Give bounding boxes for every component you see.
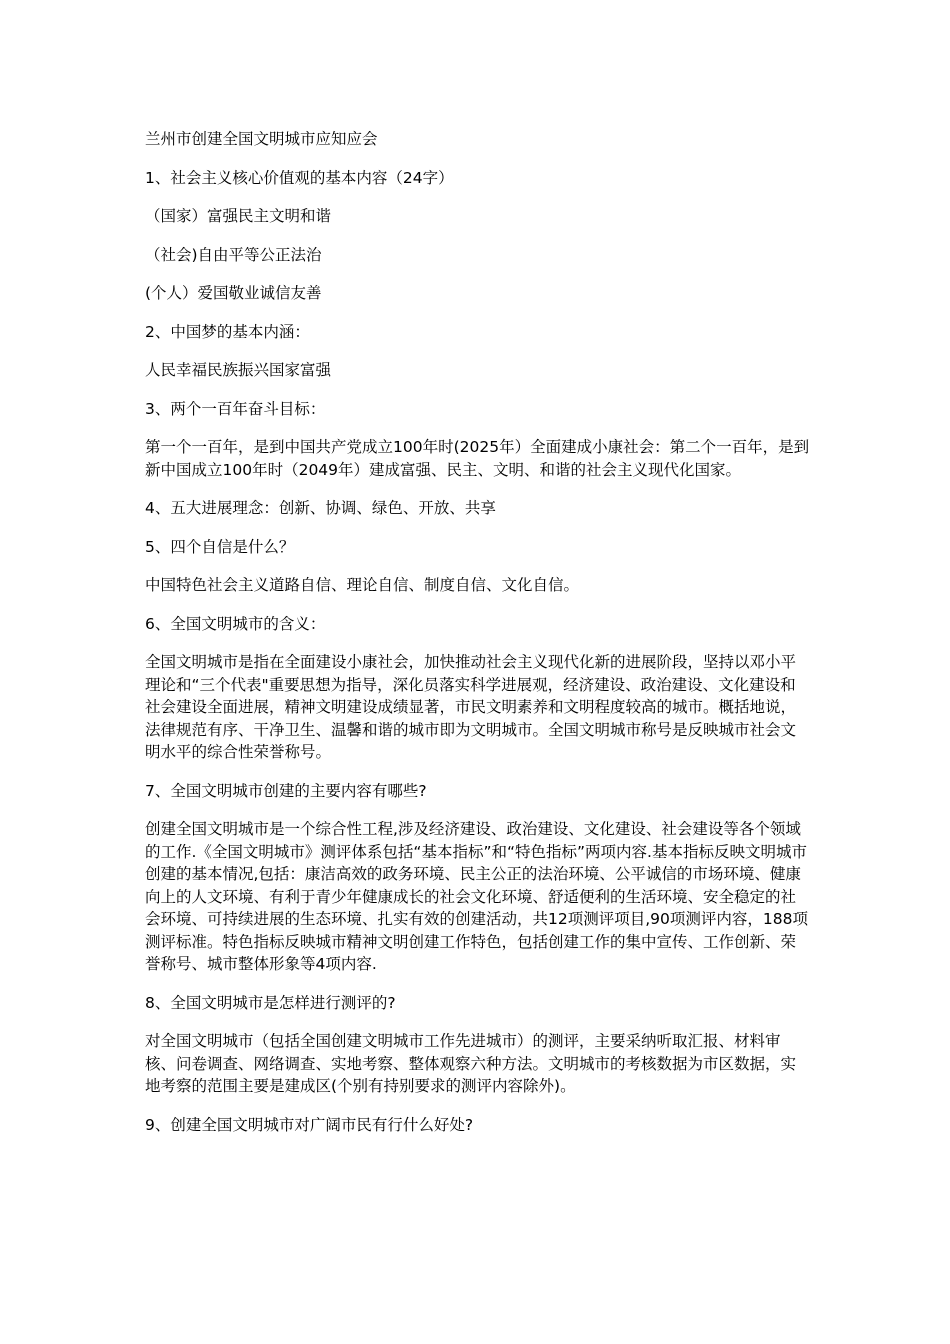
paragraph: 创建全国文明城市是一个综合性工程,涉及经济建设、政治建设、文化建设、社会建设等各个领域的工作.《全国文明城市》测评体系包括“基本指标”和“特色指标”两项内容.基本指标反映文明城市创建的基本情况,包括：康洁高效的政务环境、民主公正的法治环境、公平诚信的市场环境、健康向上的人文环境、有利于青少年健康成长的社会文化环境、舒适便利的生活环境、安全稳定的社会环境、可持续进展的生态环境、扎实有效的创建活动，共12项测评项目,90项测评内容，188项测评标准。特色指标反映城市精神文明创建工作特色，包括创建工作的集中宣传、工作创新、荣誉称号、城市整体形象等4项内容. xyxy=(145,820,808,973)
paragraph: (个人）爱国敬业诚信友善 xyxy=(145,284,322,302)
paragraph: 2、中国梦的基本内涵： xyxy=(145,322,310,341)
paragraph: 全国文明城市是指在全面建设小康社会，加快推动社会主义现代化新的进展阶段，坚持以邓小平理论和“三个代表"重要思想为指导，深化员落实科学进展观，经济建设、政治建设、文化建设和社会建设全面进展，精神文明建设成绩显著，市民文明素养和文明程度较高的城市。概括地说，法律规范有序、干净卫生、温馨和谐的城市即为文明城市。全国文明城市称号是反映城市社会文明水平的综合性荣誉称号。 xyxy=(145,653,797,761)
paragraph: 5、四个自信是什么？ xyxy=(145,537,295,556)
paragraph: 中国特色社会主义道路自信、理论自信、制度自信、文化自信。 xyxy=(145,576,580,594)
paragraph: 1、社会主义核心价值观的基本内容（24字） xyxy=(145,168,454,187)
document-page xyxy=(145,128,810,1152)
paragraph: 8、全国文明城市是怎样进行测评的? xyxy=(145,993,396,1012)
paragraph: 9、创建全国文明城市对广阔市民有行什么好处? xyxy=(145,1115,474,1134)
paragraph: 人民幸福民族振兴国家富强 xyxy=(145,361,332,379)
paragraph: 第一个一百年，是到中国共产党成立100年时(2025年）全面建成小康社会：第二个一百年，是到新中国成立100年时（2049年）建成富强、民主、文明、和谐的社会主义现代化国家。 xyxy=(145,438,810,479)
paragraph: 7、全国文明城市创建的主要内容有哪些? xyxy=(145,781,427,800)
paragraph: 3、两个一百年奋斗目标： xyxy=(145,399,326,418)
paragraph: 6、全国文明城市的含义： xyxy=(145,614,326,633)
paragraph: 4、五大进展理念：创新、协调、绿色、开放、共享 xyxy=(145,499,496,517)
paragraph: （社会)自由平等公正法治 xyxy=(145,245,322,264)
paragraph: （国家）富强民主文明和谐 xyxy=(145,207,332,225)
paragraph: 对全国文明城市（包括全国创建文明城市工作先进城市）的测评，主要采纳听取汇报、材料审核、问卷调查、网络调查、实地考察、整体观察六种方法。文明城市的考核数据为市区数据，实地考察的范围主要是建成区(个别有持别要求的测评内容除外)。 xyxy=(145,1032,797,1095)
document-title: 兰州市创建全国文明城市应知应会 xyxy=(145,130,378,148)
